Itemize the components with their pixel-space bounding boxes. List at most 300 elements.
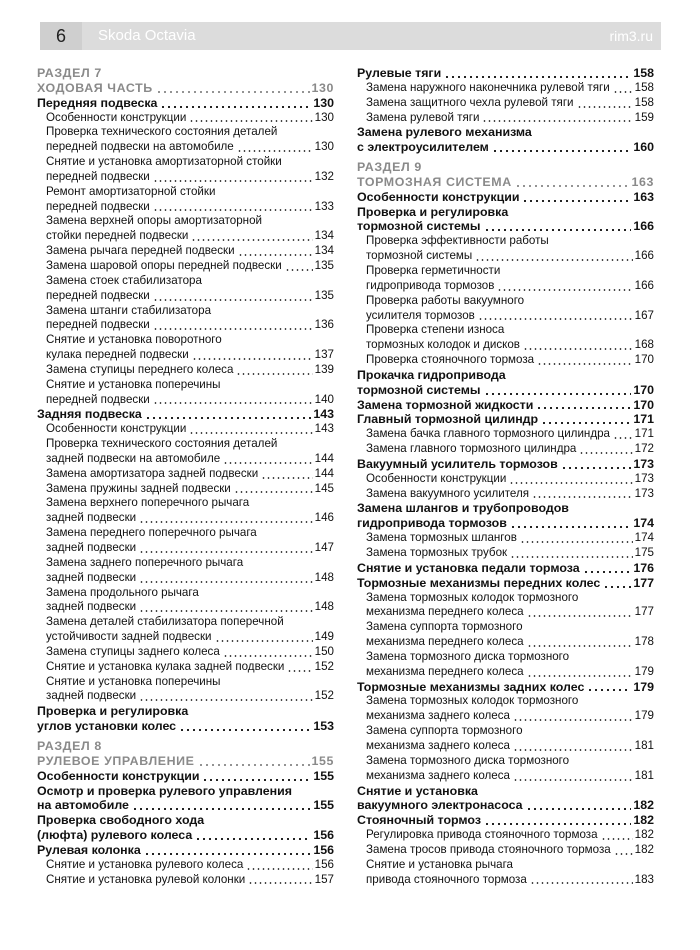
toc-entry bbox=[37, 843, 334, 858]
toc-entry-title: гидропривода тормозов bbox=[357, 516, 507, 531]
toc-entry-title: Особенности конструкции bbox=[46, 110, 187, 124]
dot-leader bbox=[153, 209, 313, 211]
toc-entry bbox=[357, 190, 654, 205]
toc-entry bbox=[357, 501, 654, 516]
toc-page-number: 171 bbox=[634, 427, 654, 441]
toc-subentry bbox=[357, 739, 654, 754]
toc-entry bbox=[357, 784, 654, 799]
dot-leader bbox=[497, 289, 632, 291]
toc-subentry bbox=[357, 338, 654, 353]
toc-left-column bbox=[37, 66, 334, 887]
toc-page-number: 155 bbox=[313, 768, 334, 783]
toc-entry-title: Снятие и установка кулака задней подвески bbox=[46, 659, 285, 673]
toc-entry-title: тормозной системы bbox=[357, 382, 481, 397]
toc-entry bbox=[357, 66, 654, 81]
toc-entry-title: Снятие и установка поворотного bbox=[46, 333, 222, 347]
toc-entry-title: Замена тормозных колодок тормозного bbox=[366, 590, 579, 604]
toc-subentry bbox=[357, 828, 654, 843]
toc-entry-title: механизма переднего колеса bbox=[366, 664, 524, 678]
toc-entry-title: Ремонт амортизаторной стойки bbox=[46, 184, 216, 198]
toc-page-number: 166 bbox=[634, 278, 654, 292]
toc-page-number: 130 bbox=[314, 140, 334, 154]
dot-leader bbox=[523, 348, 633, 350]
toc-subentry bbox=[37, 185, 334, 200]
toc-subentry bbox=[357, 111, 654, 126]
toc-entry-title: Замена рычага передней подвески bbox=[46, 244, 235, 258]
toc-subentry bbox=[357, 665, 654, 680]
dot-leader bbox=[492, 150, 631, 152]
toc-entry bbox=[357, 576, 654, 591]
toc-page-number: 150 bbox=[314, 644, 334, 658]
toc-page-number: 174 bbox=[634, 531, 654, 545]
toc-subentry bbox=[357, 264, 654, 279]
toc-subentry bbox=[357, 234, 654, 249]
toc-subentry bbox=[37, 259, 334, 274]
toc-subentry bbox=[37, 858, 334, 873]
toc-page-number: 156 bbox=[313, 842, 334, 857]
toc-page-number: 166 bbox=[634, 249, 654, 263]
toc-entry-title: Проверка свободного хода bbox=[37, 813, 205, 828]
toc-page-number: 168 bbox=[634, 338, 654, 352]
toc-subentry bbox=[37, 140, 334, 155]
toc-page-number: 167 bbox=[634, 308, 654, 322]
toc-page-number: 182 bbox=[633, 813, 654, 828]
dot-leader bbox=[246, 868, 312, 870]
toc-subentry bbox=[37, 689, 334, 704]
toc-subentry bbox=[37, 393, 334, 408]
dot-leader bbox=[478, 318, 633, 320]
dot-leader bbox=[527, 675, 633, 677]
dot-leader bbox=[541, 422, 631, 424]
toc-entry-title: Замена шлангов и трубопроводов bbox=[357, 501, 569, 516]
toc-page-number: 159 bbox=[634, 110, 654, 124]
dot-leader bbox=[248, 882, 312, 884]
toc-entry-title: Особенности конструкции bbox=[357, 189, 520, 204]
toc-entry-title: Проверка и регулировка bbox=[37, 704, 189, 719]
toc-entry-title: Особенности конструкции bbox=[366, 471, 507, 485]
toc-entry bbox=[357, 813, 654, 828]
toc-entry-title: Стояночный тормоз bbox=[357, 813, 481, 828]
toc-entry-title: задней подвески bbox=[46, 689, 137, 703]
toc-subentry bbox=[357, 754, 654, 769]
toc-entry-title: Особенности конструкции bbox=[46, 422, 187, 436]
toc-entry-title: усилителя тормозов bbox=[366, 308, 475, 322]
toc-entry-title: Замена бачка главного тормозного цилиндра bbox=[366, 427, 610, 441]
toc-subentry bbox=[37, 111, 334, 126]
toc-page-number: 174 bbox=[633, 516, 654, 531]
toc-entry-title: Замена вакуумного усилителя bbox=[366, 486, 530, 500]
toc-subentry bbox=[37, 873, 334, 888]
toc-subentry bbox=[37, 229, 334, 244]
toc-subentry bbox=[357, 694, 654, 709]
toc-entry-title: Замена верхнего поперечного рычага bbox=[46, 496, 250, 510]
toc-entry bbox=[37, 719, 334, 734]
site-name: rim3.ru bbox=[609, 28, 653, 44]
toc-page-number: 147 bbox=[314, 541, 334, 554]
dot-leader bbox=[153, 402, 313, 404]
toc-entry-title: (люфта) рулевого колеса bbox=[37, 828, 193, 843]
toc-entry-title: Замена ступицы переднего колеса bbox=[46, 362, 234, 376]
toc-subentry bbox=[37, 200, 334, 215]
dot-leader bbox=[530, 882, 633, 884]
dot-leader bbox=[484, 823, 631, 825]
toc-entry-title: Замена наружного наконечника рулевой тяги bbox=[366, 80, 610, 94]
dot-leader bbox=[179, 729, 311, 731]
toc-page-number: 182 bbox=[634, 828, 654, 842]
toc-entry-title: Замена рулевой тяги bbox=[366, 110, 480, 124]
toc-entry-title: Замена защитного чехла рулевой тяги bbox=[366, 95, 574, 109]
toc-entry-title: Проверка герметичности bbox=[366, 263, 501, 277]
dot-leader bbox=[532, 496, 633, 498]
toc-entry bbox=[357, 457, 654, 472]
toc-entry-title: механизма переднего колеса bbox=[366, 635, 524, 649]
toc-entry-title: Снятие и установка амортизаторной стойки bbox=[46, 155, 282, 169]
toc-entry-title: передней подвески bbox=[46, 288, 150, 302]
toc-entry-title: Регулировка привода стояночного тормоза bbox=[366, 828, 598, 842]
toc-subentry bbox=[37, 244, 334, 259]
toc-entry bbox=[37, 704, 334, 719]
toc-page-number: 158 bbox=[633, 66, 654, 80]
toc-page-number: 155 bbox=[313, 798, 334, 813]
toc-entry-title: тормозной системы bbox=[366, 249, 473, 263]
toc-entry bbox=[37, 828, 334, 843]
toc-entry-title: с электроусилителем bbox=[357, 140, 489, 155]
toc-page-number: 172 bbox=[634, 442, 654, 456]
toc-subentry bbox=[37, 155, 334, 170]
toc-page-number: 182 bbox=[634, 842, 654, 856]
dot-leader bbox=[510, 556, 633, 558]
toc-subentry bbox=[357, 294, 654, 309]
toc-entry-title: Задняя подвеска bbox=[37, 407, 142, 422]
toc-page-number: 179 bbox=[634, 664, 654, 678]
toc-entry-title: задней подвески на автомобиле bbox=[46, 451, 221, 465]
toc-subentry bbox=[37, 600, 334, 615]
toc-subentry bbox=[37, 289, 334, 304]
section-heading bbox=[357, 160, 654, 175]
toc-subentry bbox=[357, 309, 654, 324]
dot-leader bbox=[484, 393, 632, 395]
toc-entry-title: Замена верхней опоры амортизаторной bbox=[46, 214, 263, 228]
toc-entry-title: Замена тормозных трубок bbox=[366, 546, 508, 559]
dot-leader bbox=[191, 239, 312, 241]
toc-entry-title: РАЗДЕЛ 8 bbox=[37, 738, 102, 753]
dot-leader bbox=[139, 610, 313, 612]
toc-page-number: 134 bbox=[314, 244, 334, 258]
toc-subentry bbox=[357, 858, 654, 873]
toc-subentry bbox=[37, 467, 334, 482]
toc-page-number: 148 bbox=[314, 600, 334, 614]
toc-page-number: 144 bbox=[314, 451, 334, 465]
toc-subentry bbox=[37, 526, 334, 541]
toc-subentry bbox=[37, 125, 334, 140]
toc-entry-title: РУЛЕВОЕ УПРАВЛЕНИЕ bbox=[37, 753, 195, 768]
section-heading bbox=[37, 739, 334, 754]
toc-entry-title: Вакуумный усилитель тормозов bbox=[357, 456, 558, 471]
toc-entry-title: Осмотр и проверка рулевого управления bbox=[37, 783, 292, 798]
toc-subentry bbox=[357, 769, 654, 784]
toc-entry-title: Снятие и установка рычага bbox=[366, 857, 513, 871]
toc-entry-title: Замена тормозных шлангов bbox=[366, 531, 517, 545]
toc-entry-title: стойки передней подвески bbox=[46, 229, 189, 243]
toc-subentry bbox=[357, 843, 654, 858]
toc-subentry bbox=[357, 531, 654, 546]
toc-page-number: 170 bbox=[633, 382, 654, 397]
toc-page-number: 143 bbox=[314, 422, 334, 436]
dot-leader bbox=[587, 689, 631, 691]
book-title: Skoda Octavia bbox=[98, 27, 196, 44]
toc-subentry bbox=[357, 279, 654, 294]
toc-entry-title: Тормозные механизмы задних колес bbox=[357, 679, 585, 694]
toc-entry bbox=[37, 96, 334, 111]
toc-entry-title: механизма переднего колеса bbox=[366, 605, 524, 619]
toc-entry-title: РАЗДЕЛ 7 bbox=[37, 66, 102, 80]
toc-entry-title: РАЗДЕЛ 9 bbox=[357, 160, 422, 175]
toc-entry-title: передней подвески bbox=[46, 318, 150, 332]
dot-leader bbox=[237, 150, 313, 152]
toc-entry-title: Проверка работы вакуумного bbox=[366, 293, 525, 307]
toc-subentry bbox=[357, 427, 654, 442]
toc-entry-title: Замена тормозной жидкости bbox=[357, 397, 534, 412]
toc-subentry bbox=[357, 650, 654, 665]
toc-entry-title: Замена ступицы заднего колеса bbox=[46, 644, 220, 658]
toc-page-number: 132 bbox=[314, 169, 334, 183]
dot-leader bbox=[145, 417, 311, 419]
toc-page-number: 135 bbox=[314, 288, 334, 302]
dot-leader bbox=[139, 581, 313, 583]
toc-entry-title: Замена переднего поперечного рычага bbox=[46, 526, 257, 540]
toc-entry-title: на автомобиле bbox=[37, 798, 129, 813]
dot-leader bbox=[510, 526, 631, 528]
dot-leader bbox=[189, 120, 312, 122]
toc-page-number: 158 bbox=[634, 80, 654, 94]
toc-page-number: 155 bbox=[311, 753, 334, 768]
dot-leader bbox=[522, 200, 631, 202]
dot-leader bbox=[139, 521, 313, 523]
toc-entry-title: Проверка стояночного тормоза bbox=[366, 353, 535, 367]
toc-entry-title: Снятие и установка поперечины bbox=[46, 377, 221, 391]
toc-page-number: 130 bbox=[311, 80, 334, 95]
toc-page-number: 153 bbox=[313, 719, 334, 734]
toc-page-number: 173 bbox=[634, 486, 654, 500]
toc-subentry bbox=[37, 496, 334, 511]
toc-entry-title: Замена суппорта тормозного bbox=[366, 724, 523, 738]
toc-entry-title: Прокачка гидропривода bbox=[357, 367, 506, 382]
toc-entry bbox=[357, 368, 654, 383]
toc-page-number: 170 bbox=[634, 353, 654, 367]
toc-subentry bbox=[37, 556, 334, 571]
toc-subentry bbox=[37, 214, 334, 229]
toc-page-number: 179 bbox=[633, 679, 654, 694]
toc-entry bbox=[37, 769, 334, 784]
toc-subentry bbox=[37, 363, 334, 378]
toc-page-number: 136 bbox=[314, 318, 334, 332]
dot-leader bbox=[139, 551, 313, 553]
toc-entry-title: задней подвески bbox=[46, 600, 137, 614]
toc-entry-title: Замена тросов привода стояночного тормоза bbox=[366, 842, 611, 856]
toc-entry-title: передней подвески bbox=[46, 199, 150, 213]
section-heading bbox=[37, 754, 334, 769]
dot-leader bbox=[153, 328, 313, 330]
toc-page-number: 152 bbox=[314, 689, 334, 703]
toc-entry-title: задней подвески bbox=[46, 511, 137, 525]
toc-page-number: 171 bbox=[633, 412, 654, 427]
dot-leader bbox=[160, 106, 311, 108]
toc-entry-title: Снятие и установка рулевой колонки bbox=[46, 872, 246, 886]
dot-leader bbox=[287, 670, 312, 672]
toc-page-number: 170 bbox=[633, 397, 654, 412]
toc-entry-title: Проверка и регулировка bbox=[357, 204, 509, 219]
toc-entry-title: Замена тормозных колодок тормозного bbox=[366, 694, 579, 708]
toc-subentry bbox=[357, 442, 654, 457]
toc-entry-title: Замена амортизатора задней подвески bbox=[46, 466, 259, 480]
toc-entry-title: Рулевые тяги bbox=[357, 66, 442, 80]
section-heading bbox=[357, 175, 654, 190]
toc-entry-title: передней подвески на автомобиле bbox=[46, 140, 234, 154]
dot-leader bbox=[601, 838, 633, 840]
toc-subentry bbox=[37, 482, 334, 497]
toc-page-number: 178 bbox=[634, 635, 654, 649]
dot-leader bbox=[475, 259, 632, 261]
dot-leader bbox=[444, 76, 631, 78]
toc-page-number: 173 bbox=[633, 456, 654, 471]
dot-leader bbox=[153, 299, 313, 301]
toc-subentry bbox=[357, 323, 654, 338]
toc-subentry bbox=[357, 249, 654, 264]
dot-leader bbox=[527, 645, 633, 647]
dot-leader bbox=[613, 91, 633, 93]
toc-page-number: 181 bbox=[634, 738, 654, 752]
toc-page-number: 181 bbox=[634, 768, 654, 782]
toc-page-number: 139 bbox=[314, 362, 334, 376]
toc-entry-title: кулака передней подвески bbox=[46, 348, 189, 362]
toc-subentry bbox=[357, 724, 654, 739]
dot-leader bbox=[238, 254, 313, 256]
toc-page-number: 156 bbox=[314, 857, 334, 871]
toc-page-number: 130 bbox=[313, 95, 334, 110]
toc-page-number: 182 bbox=[633, 798, 654, 813]
toc-page-number: 133 bbox=[314, 199, 334, 213]
dot-leader bbox=[603, 586, 631, 588]
dot-leader bbox=[579, 452, 632, 454]
toc-page-number: 156 bbox=[313, 828, 334, 843]
toc-subentry bbox=[37, 511, 334, 526]
toc-entry-title: Снятие и установка bbox=[357, 783, 478, 798]
toc-entry-title: Замена продольного рычага bbox=[46, 585, 199, 599]
toc-entry-title: Замена суппорта тормозного bbox=[366, 620, 523, 634]
toc-entry bbox=[357, 516, 654, 531]
section-heading bbox=[37, 66, 334, 81]
toc-entry-title: Замена штанги стабилизатора bbox=[46, 303, 212, 317]
toc-subentry bbox=[357, 96, 654, 111]
toc-subentry bbox=[357, 472, 654, 487]
toc-subentry bbox=[357, 546, 654, 561]
toc-subentry bbox=[37, 645, 334, 660]
dot-leader bbox=[527, 615, 633, 617]
toc-subentry bbox=[37, 333, 334, 348]
dot-leader bbox=[144, 853, 312, 855]
toc-subentry bbox=[37, 422, 334, 437]
dot-leader bbox=[192, 358, 313, 360]
toc-page-number: 146 bbox=[314, 511, 334, 525]
toc-entry-title: тормозной системы bbox=[357, 219, 481, 234]
dot-leader bbox=[561, 467, 632, 469]
toc-page-number: 163 bbox=[633, 189, 654, 204]
toc-entry bbox=[357, 125, 654, 140]
toc-page-number: 160 bbox=[633, 140, 654, 155]
toc-page-number: 183 bbox=[634, 872, 654, 886]
toc-page-number: 149 bbox=[314, 630, 334, 644]
toc-subentry bbox=[357, 605, 654, 620]
toc-entry-title: ХОДОВАЯ ЧАСТЬ bbox=[37, 80, 153, 95]
toc-subentry bbox=[357, 591, 654, 606]
toc-page-number: 166 bbox=[633, 219, 654, 234]
toc-entry-title: Замена заднего поперечного рычага bbox=[46, 555, 244, 569]
toc-entry-title: Замена стоек стабилизатора bbox=[46, 273, 202, 287]
toc-entry bbox=[357, 412, 654, 427]
dot-leader bbox=[223, 462, 313, 464]
toc-entry-title: задней подвески bbox=[46, 541, 137, 554]
dot-leader bbox=[202, 779, 311, 781]
toc-entry bbox=[37, 784, 334, 799]
toc-entry-title: Замена главного тормозного цилиндра bbox=[366, 442, 577, 456]
toc-page-number: 130 bbox=[314, 110, 334, 124]
toc-entry-title: задней подвески bbox=[46, 570, 137, 584]
toc-entry-title: ТОРМОЗНАЯ СИСТЕМА bbox=[357, 174, 512, 189]
toc-subentry bbox=[37, 615, 334, 630]
dot-leader bbox=[198, 764, 310, 766]
toc-entry-title: Проверка технического состояния деталей bbox=[46, 125, 278, 139]
toc-entry-title: Замена шаровой опоры передней подвески bbox=[46, 258, 282, 272]
toc-page-number: 134 bbox=[314, 229, 334, 243]
toc-page-number: 179 bbox=[634, 709, 654, 723]
toc-page-number: 163 bbox=[631, 174, 654, 189]
toc-entry bbox=[357, 561, 654, 576]
toc-page-number: 152 bbox=[314, 659, 334, 673]
toc-entry-title: вакуумного электронасоса bbox=[357, 798, 523, 813]
toc-page-number: 143 bbox=[313, 407, 334, 422]
toc-entry bbox=[37, 798, 334, 813]
dot-leader bbox=[513, 749, 633, 751]
toc-subentry bbox=[357, 353, 654, 368]
toc-page-number: 137 bbox=[314, 348, 334, 362]
toc-entry bbox=[37, 407, 334, 422]
dot-leader bbox=[195, 838, 311, 840]
toc-entry bbox=[357, 205, 654, 220]
toc-subentry bbox=[37, 586, 334, 601]
dot-leader bbox=[484, 229, 632, 231]
toc-page-number: 158 bbox=[634, 95, 654, 109]
dot-leader bbox=[536, 407, 631, 409]
toc-subentry bbox=[37, 541, 334, 556]
toc-entry-title: Главный тормозной цилиндр bbox=[357, 412, 539, 427]
dot-leader bbox=[520, 541, 633, 543]
toc-entry-title: Снятие и установка педали тормоза bbox=[357, 560, 580, 575]
dot-leader bbox=[482, 120, 632, 122]
toc-subentry bbox=[357, 487, 654, 502]
dot-leader bbox=[614, 853, 633, 855]
dot-leader bbox=[613, 437, 633, 439]
toc-subentry bbox=[37, 274, 334, 289]
toc-entry-title: Снятие и установка поперечины bbox=[46, 674, 221, 688]
dot-leader bbox=[215, 640, 313, 642]
toc-entry-title: Замена деталей стабилизатора поперечной bbox=[46, 615, 284, 629]
toc-subentry bbox=[37, 437, 334, 452]
toc-subentry bbox=[357, 620, 654, 635]
toc-subentry bbox=[37, 318, 334, 333]
toc-entry bbox=[37, 813, 334, 828]
toc-right-column bbox=[357, 66, 654, 887]
toc-entry-title: Проверка эффективности работы bbox=[366, 234, 549, 248]
